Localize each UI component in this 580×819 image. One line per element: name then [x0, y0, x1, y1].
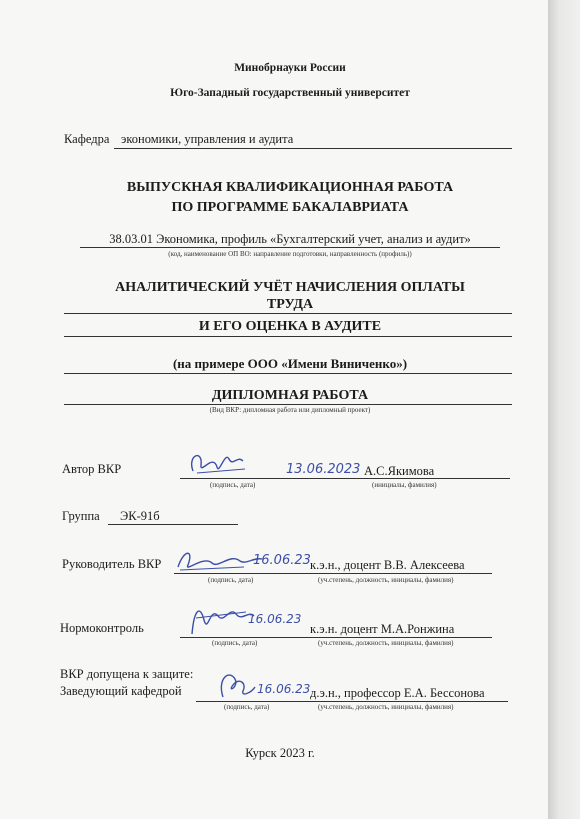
work-kind-caption: (Вид ВКР: дипломная работа или дипломный проект) [209, 406, 371, 414]
head-of-department-caption-signature: (подпись, дата) [224, 703, 270, 711]
thesis-title-underline-2 [64, 336, 512, 337]
ministry-name: Минобрнауки России [234, 62, 346, 74]
author-label: Автор ВКР [62, 462, 122, 476]
thesis-title-line1: АНАЛИТИЧЕСКИЙ УЧЁТ НАЧИСЛЕНИЯ ОПЛАТЫ [115, 280, 465, 295]
normcontrol-label: Нормоконтроль [60, 621, 144, 635]
group-label: Группа [62, 509, 100, 523]
head-of-department-label: Заведующий кафедрой [60, 684, 182, 698]
author-date: 13.06.2023 [286, 462, 361, 477]
normcontrol-date: 16.06.23 [248, 612, 302, 626]
head-of-department-caption-name: (уч.степень, должность, инициалы, фамилия) [318, 703, 454, 711]
page-edge-shadow [548, 0, 580, 819]
thesis-title-underline-3 [64, 373, 512, 374]
thesis-title-line2: ТРУДА [266, 297, 314, 312]
program-value: 38.03.01 Экономика, профиль «Бухгалтерский учет, анализ и аудит» [109, 232, 471, 246]
supervisor-date: 16.06.23 [253, 553, 311, 568]
supervisor-signature [174, 545, 264, 575]
supervisor-caption-signature: (подпись, дата) [208, 576, 254, 584]
group-underline [108, 524, 238, 525]
author-caption-signature: (подпись, дата) [210, 481, 256, 489]
normcontrol-underline [180, 637, 492, 638]
author-name: А.С.Якимова [364, 464, 435, 478]
supervisor-underline [174, 573, 492, 574]
normcontrol-caption-name: (уч.степень, должность, инициалы, фамилия) [318, 639, 454, 647]
author-signature [185, 445, 255, 481]
university-name: Юго-Западный государственный университет [170, 87, 410, 99]
department-label: Кафедра [64, 132, 110, 146]
head-of-department-underline [196, 701, 508, 702]
supervisor-name: к.э.н., доцент В.В. Алексеева [310, 558, 465, 572]
head-of-department-date: 16.06.23 [257, 682, 311, 696]
work-type-title-line1: ВЫПУСКНАЯ КВАЛИФИКАЦИОННАЯ РАБОТА [126, 180, 454, 195]
city-year: Курск 2023 г. [245, 746, 315, 760]
normcontrol-name: к.э.н. доцент М.А.Ронжина [310, 622, 455, 636]
author-caption-name: (инициалы, фамилия) [372, 481, 437, 489]
supervisor-caption-name: (уч.степень, должность, инициалы, фамилия) [318, 576, 454, 584]
work-kind-value: ДИПЛОМНАЯ РАБОТА [211, 388, 369, 403]
normcontrol-signature [186, 600, 256, 638]
thesis-title-line3: И ЕГО ОЦЕНКА В АУДИТЕ [198, 319, 382, 334]
work-kind-underline [64, 404, 512, 405]
department-underline [114, 148, 512, 149]
admission-label: ВКР допущена к защите: [60, 667, 194, 681]
head-of-department-name: д.э.н., профессор Е.А. Бессонова [310, 686, 485, 700]
group-value: ЭК-91б [120, 509, 160, 523]
author-underline [180, 478, 510, 479]
head-of-department-signature [213, 665, 259, 703]
normcontrol-caption-signature: (подпись, дата) [212, 639, 258, 647]
thesis-title-line4: (на примере ООО «Имени Виниченко») [172, 356, 408, 371]
supervisor-label: Руководитель ВКР [62, 557, 162, 571]
program-caption: (код, наименование ОП ВО: направление подготовки, направленность (профиль)) [168, 250, 412, 258]
thesis-title-underline-1 [64, 313, 512, 314]
program-underline [80, 247, 500, 248]
work-type-title-line2: ПО ПРОГРАММЕ БАКАЛАВРИАТА [171, 200, 409, 215]
department-value: экономики, управления и аудита [121, 132, 294, 146]
